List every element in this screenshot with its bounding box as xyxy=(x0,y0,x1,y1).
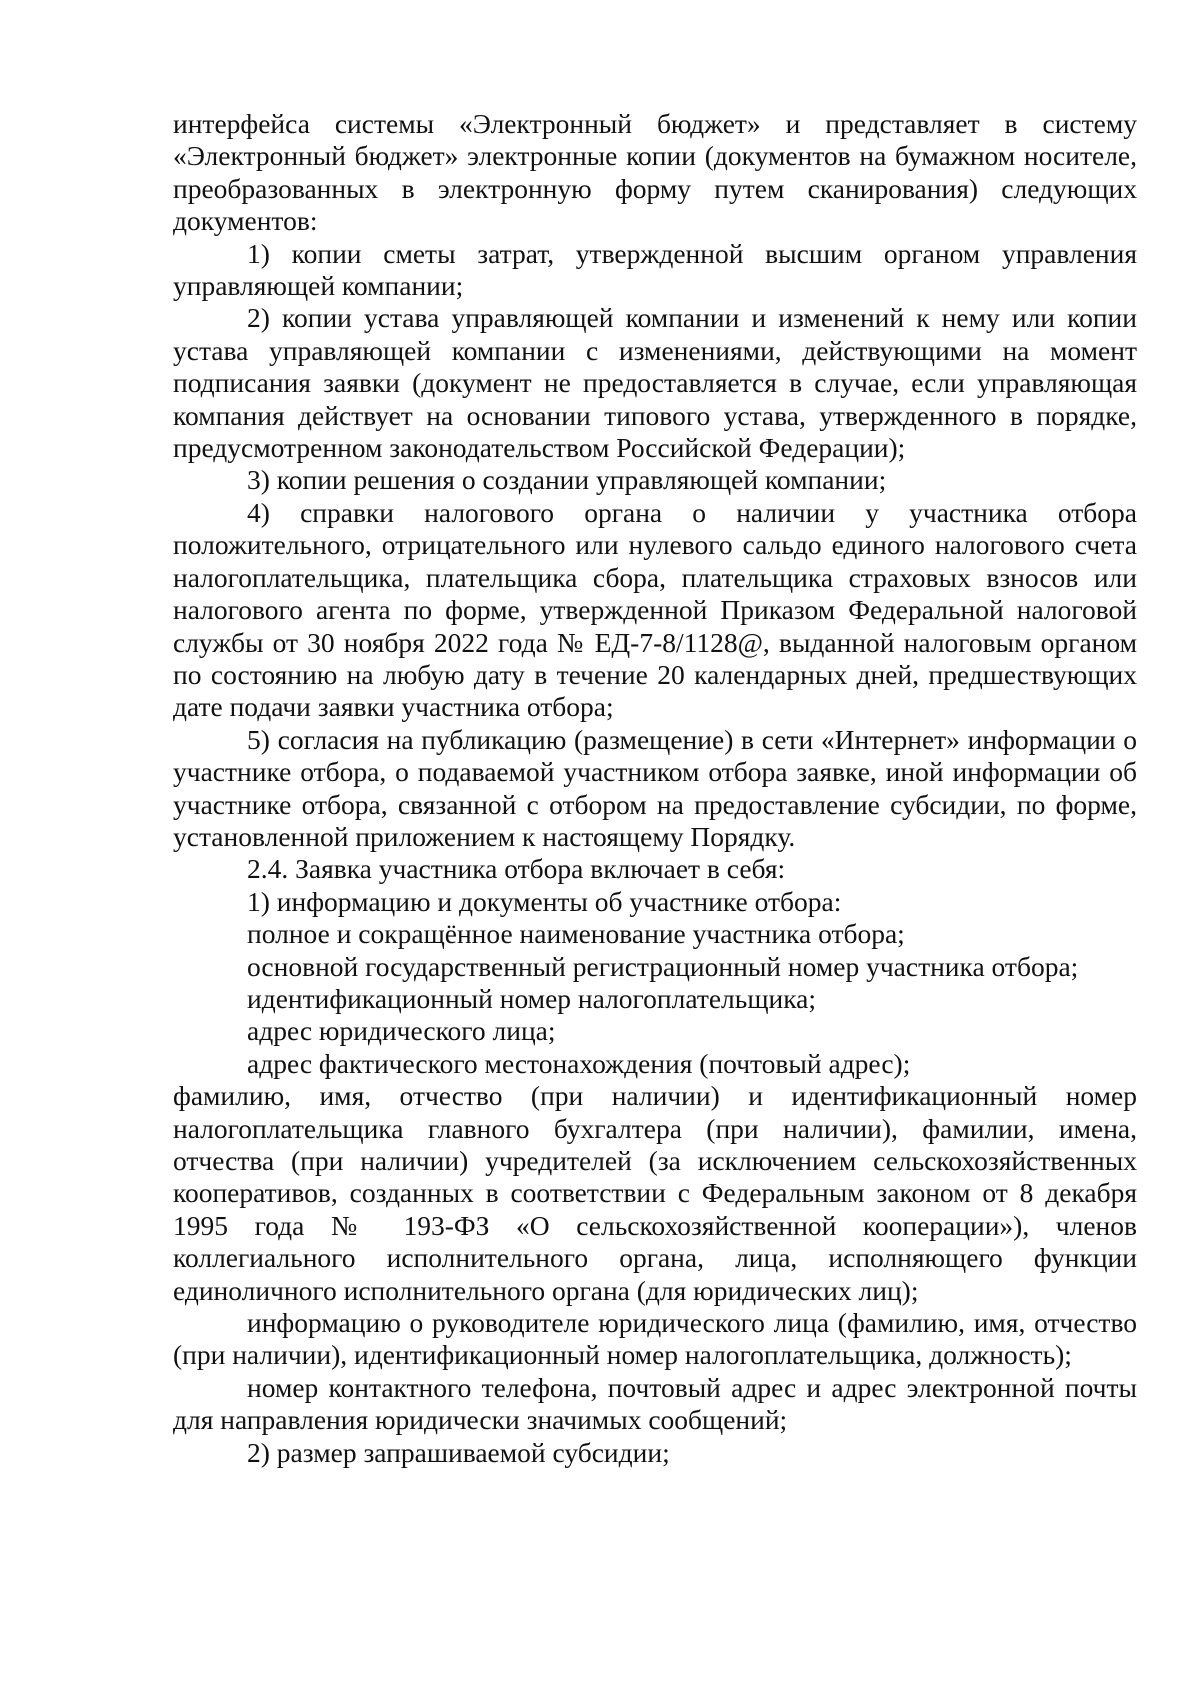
paragraph-sub-2-amount: 2) размер запрашиваемой субсидии; xyxy=(247,1436,670,1468)
paragraph-legal-address: адрес юридического лица; xyxy=(247,1015,556,1047)
paragraph-head-info: информацию о руководителе юридического лица (фамилию, имя, отчество (при наличии), идентификационный номер налогоплательщика, должность); xyxy=(173,1307,1137,1371)
paragraph-inn: идентификационный номер налогоплательщика; xyxy=(247,982,817,1014)
paragraph-contacts: номер контактного телефона, почтовый адрес и адрес электронной почты для направления юридически значимых сообщений; xyxy=(173,1371,1137,1436)
paragraph-item-4-tax-certificate: 4) справки налогового органа о наличии у участника отбора положительного, отрицательного или нулевого сальдо единого налогового счета налогоплательщика, плательщика сбора, плательщика страховых взносов или налогового агента по форме, утвержденной Приказом Федеральной налоговой службы от 30 ноября 2022 года № ЕД-7-8/1128@, выданной налоговым органом по состоянию на любую дату в течение 20 календарных дней, предшествующих дате подачи заявки участника отбора; xyxy=(173,496,1137,723)
paragraph-item-5-consent: 5) согласия на публикацию (размещение) в сети «Интернет» информации о участнике отбора, о подаваемой участником отбора заявке, иной информации об участнике отбора, связанной с отбором на предоставление субсидии, по форме, установленной приложением к настоящему Порядку. xyxy=(173,723,1137,852)
document-page xyxy=(173,108,1137,1469)
paragraph-accountant-founders: фамилию, имя, отчество (при наличии) и идентификационный номер налогоплательщика главного бухгалтера (при наличии), фамилии, имена, отчества (при наличии) учредителей (за исключением сельскохозяйственных кооперативов, созданных в соответствии с Федеральным законом от 8 декабря 1995 года № 193-ФЗ «О сельскохозяйственной кооперации»), членов коллегиального исполнительного органа, лица, исполняющего функции единоличного исполнительного органа (для юридических лиц); xyxy=(173,1080,1137,1306)
paragraph-item-3-decision: 3) копии решения о создании управляющей компании; xyxy=(247,464,887,496)
paragraph-section-2-4: 2.4. Заявка участника отбора включает в себя: xyxy=(247,853,786,885)
paragraph-actual-address: адрес фактического местонахождения (почтовый адрес); xyxy=(247,1047,911,1079)
paragraph-full-name: полное и сокращённое наименование участника отбора; xyxy=(247,918,905,950)
paragraph-ogrn: основной государственный регистрационный номер участника отбора; xyxy=(247,950,1079,982)
paragraph-continuation-intro: интерфейса системы «Электронный бюджет» и представляет в систему «Электронный бюджет» электронные копии (документов на бумажном носителе, преобразованных в электронную форму путем сканирования) следующих документов: xyxy=(173,108,1137,237)
paragraph-item-1-estimate: 1) копии сметы затрат, утвержденной высшим органом управления управляющей компании; xyxy=(173,237,1137,302)
paragraph-sub-1-info: 1) информацию и документы об участнике отбора: xyxy=(247,885,842,917)
paragraph-item-2-charter: 2) копии устава управляющей компании и изменений к нему или копии устава управляющей компании с изменениями, действующими на момент подписания заявки (документ не предоставляется в случае, если управляющая компания действует на основании типового устава, утвержденного в порядке, предусмотренном законодательством Российской Федерации); xyxy=(173,302,1137,464)
